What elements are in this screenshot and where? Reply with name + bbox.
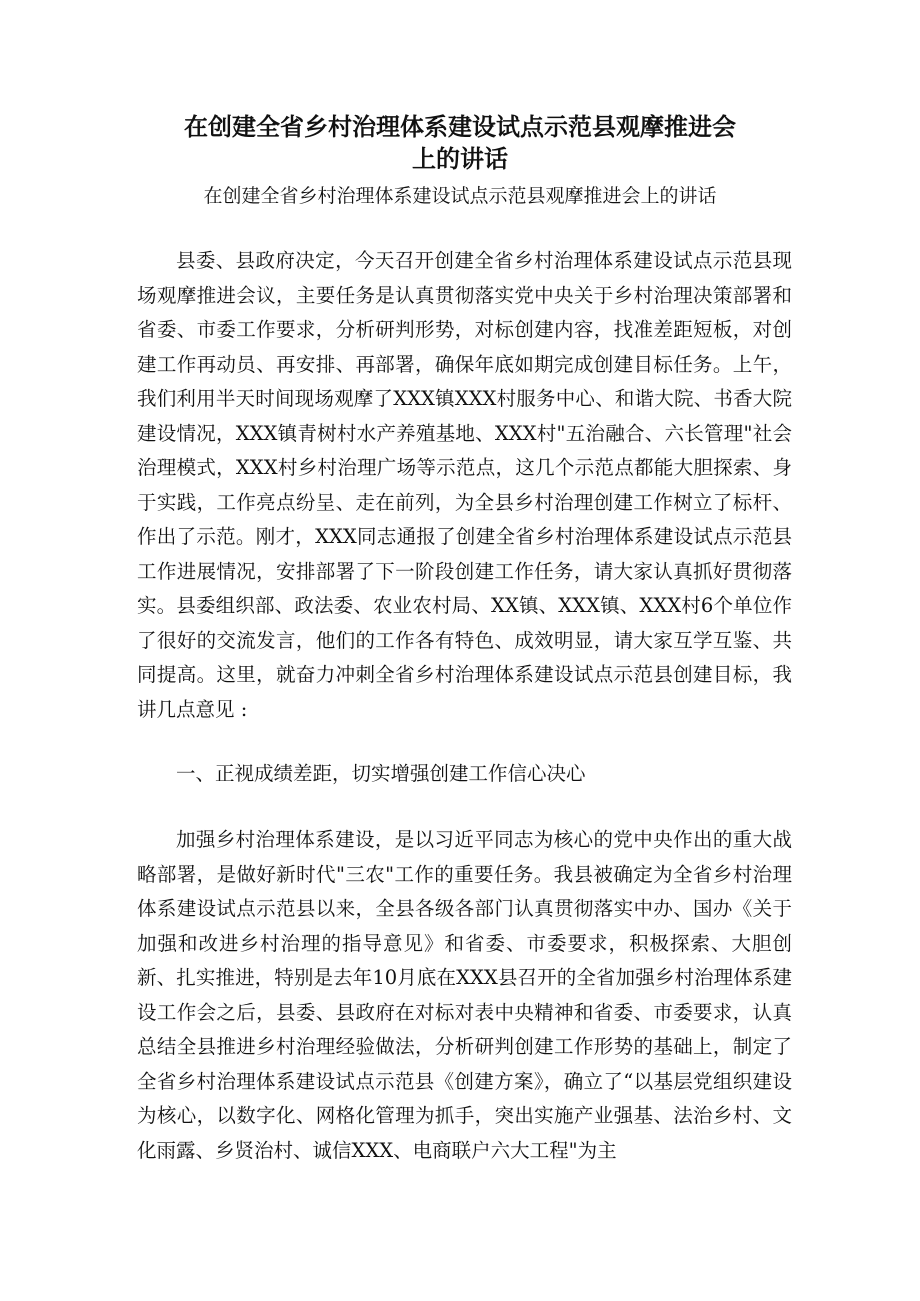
body-paragraph-intro: 县委、县政府决定，今天召开创建全省乡村治理体系建设试点示范县现场观摩推进会议，主要任务是认真贯彻落实党中央关于乡村治理决策部署和省委、市委工作要求，分析研判形势，对标创建内容，找准差距短板，对创建工作再动员、再安排、再部署，确保年底如期完成创建目标任务。上午，我们利用半天时间现场观摩了XXX镇XXX村服务中心、和谐大院、书香大院建设情况，XXX镇青树村水产养殖基地、XXX村"五治融合、六长管理"社会治理模式，XXX村乡村治理广场等示范点，这几个示范点都能大胆探索、身于实践，工作亮点纷呈、走在前列，为全县乡村治理创建工作树立了标杆、作出了示范。刚才，XXX同志通报了创建全省乡村治理体系建设试点示范县工作进展情况，安排部署了下一阶段创建工作任务，请大家认真抓好贯彻落实。县委组织部、政法委、农业农村局、XX镇、XXX镇、XXX村6个单位作了很好的交流发言，他们的工作各有特色、成效明显，请大家互学互鉴、共同提高。这里，就奋力冲刺全省乡村治理体系建设试点示范县创建目标，我讲几点意见 : — [137, 249, 792, 721]
body-paragraph-section-1: 加强乡村治理体系建设，是以习近平同志为核心的党中央作出的重大战略部署，是做好新时代"三农"工作的重要任务。我县被确定为全省乡村治理体系建设试点示范县以来，全县各级各部门认真贯彻落实中办、国办《关于加强和改进乡村治理的指导意见》和省委、市委要求，积极探索、大胆创新、扎实推进，特别是去年10月底在XXX县召开的全省加强乡村治理体系建设工作会之后，县委、县政府在对标对表中央精神和省委、市委要求，认真总结全县推进乡村治理经验做法，分析研判创建工作形势的基础上，制定了全省乡村治理体系建设试点示范县《创建方案》，确立了“以基层党组织建设为核心，以数字化、网格化管理为抓手，突出实施产业强基、法治乡村、文化雨露、乡贤治村、诚信XXX、电商联户六大工程"为主 — [137, 828, 792, 1162]
document-subtitle: 在创建全省乡村治理体系建设试点示范县观摩推进会上的讲话 — [203, 185, 717, 207]
document-title-line-1: 在创建全省乡村治理体系建设试点示范县观摩推进会 — [184, 113, 736, 141]
document-title-line-2: 上的讲话 — [412, 145, 508, 173]
section-heading-1: 一、正视成绩差距，切实增强创建工作信心决心 — [176, 762, 586, 785]
